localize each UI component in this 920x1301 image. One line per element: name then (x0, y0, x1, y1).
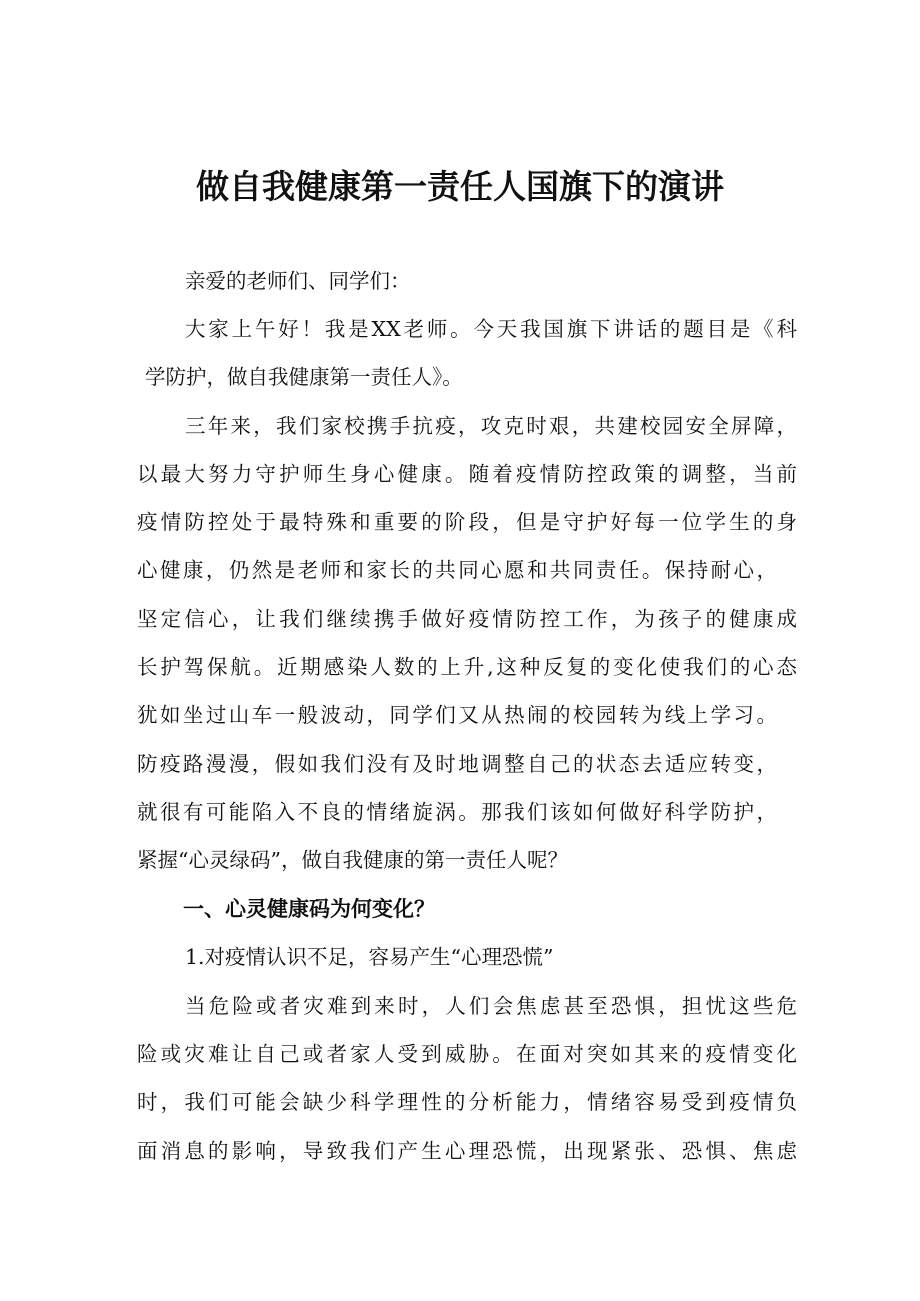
paragraph-line: 以最大努力守护师生身心健康。随着疫情防控政策的调整，当前 (137, 462, 797, 486)
paragraph-line: 防疫路漫漫，假如我们没有及时地调整自己的状态去适应转变， (137, 752, 777, 776)
paragraph-line: 三年来，我们家校携手抗疫，攻克时艰，共建校园安全屏障， (185, 414, 797, 438)
paragraph-line: 长护驾保航。近期感染人数的上升,这种反复的变化使我们的心态 (137, 655, 797, 679)
paragraph-line: 学防护，做自我健康第一责任人》。 (145, 365, 463, 389)
paragraph-line: 险或灾难让自己或者家人受到威胁。在面对突如其来的疫情变化 (137, 1042, 797, 1066)
paragraph-line: 时，我们可能会缺少科学理性的分析能力，情绪容易受到疫情负 (137, 1090, 797, 1114)
paragraph-line: 坚定信心，让我们继续携手做好疫情防控工作，为孩子的健康成 (137, 607, 797, 631)
paragraph-line: 心健康，仍然是老师和家长的共同心愿和共同责任。保持耐心， (137, 558, 777, 582)
salutation: 亲爱的老师们、同学们： (185, 269, 411, 293)
section-heading: 一、心灵健康码为何变化？ (183, 897, 435, 921)
paragraph-line: 面消息的影响，导致我们产生心理恐慌，出现紧张、恐惧、焦虑 (137, 1139, 797, 1163)
subsection-heading: 1.对疫情认识不足，容易产生“心理恐慌” (185, 945, 554, 969)
paragraph-line: 犹如坐过山车一般波动，同学们又从热闹的校园转为线上学习。 (137, 703, 777, 727)
paragraph-line: 疫情防控处于最特殊和重要的阶段，但是守护好每一位学生的身 (137, 510, 797, 534)
paragraph-line: 当危险或者灾难到来时，人们会焦虑甚至恐惧，担忧这些危 (185, 994, 797, 1018)
paragraph-line: 就很有可能陷入不良的情绪旋涡。那我们该如何做好科学防护， (137, 800, 777, 824)
document-title: 做自我健康第一责任人国旗下的演讲 (196, 167, 724, 206)
paragraph-line: 紧握“心灵绿码”，做自我健康的第一责任人呢？ (137, 848, 568, 872)
paragraph-line: 大家上午好！我是XX老师。今天我国旗下讲话的题目是《科 (185, 317, 797, 341)
